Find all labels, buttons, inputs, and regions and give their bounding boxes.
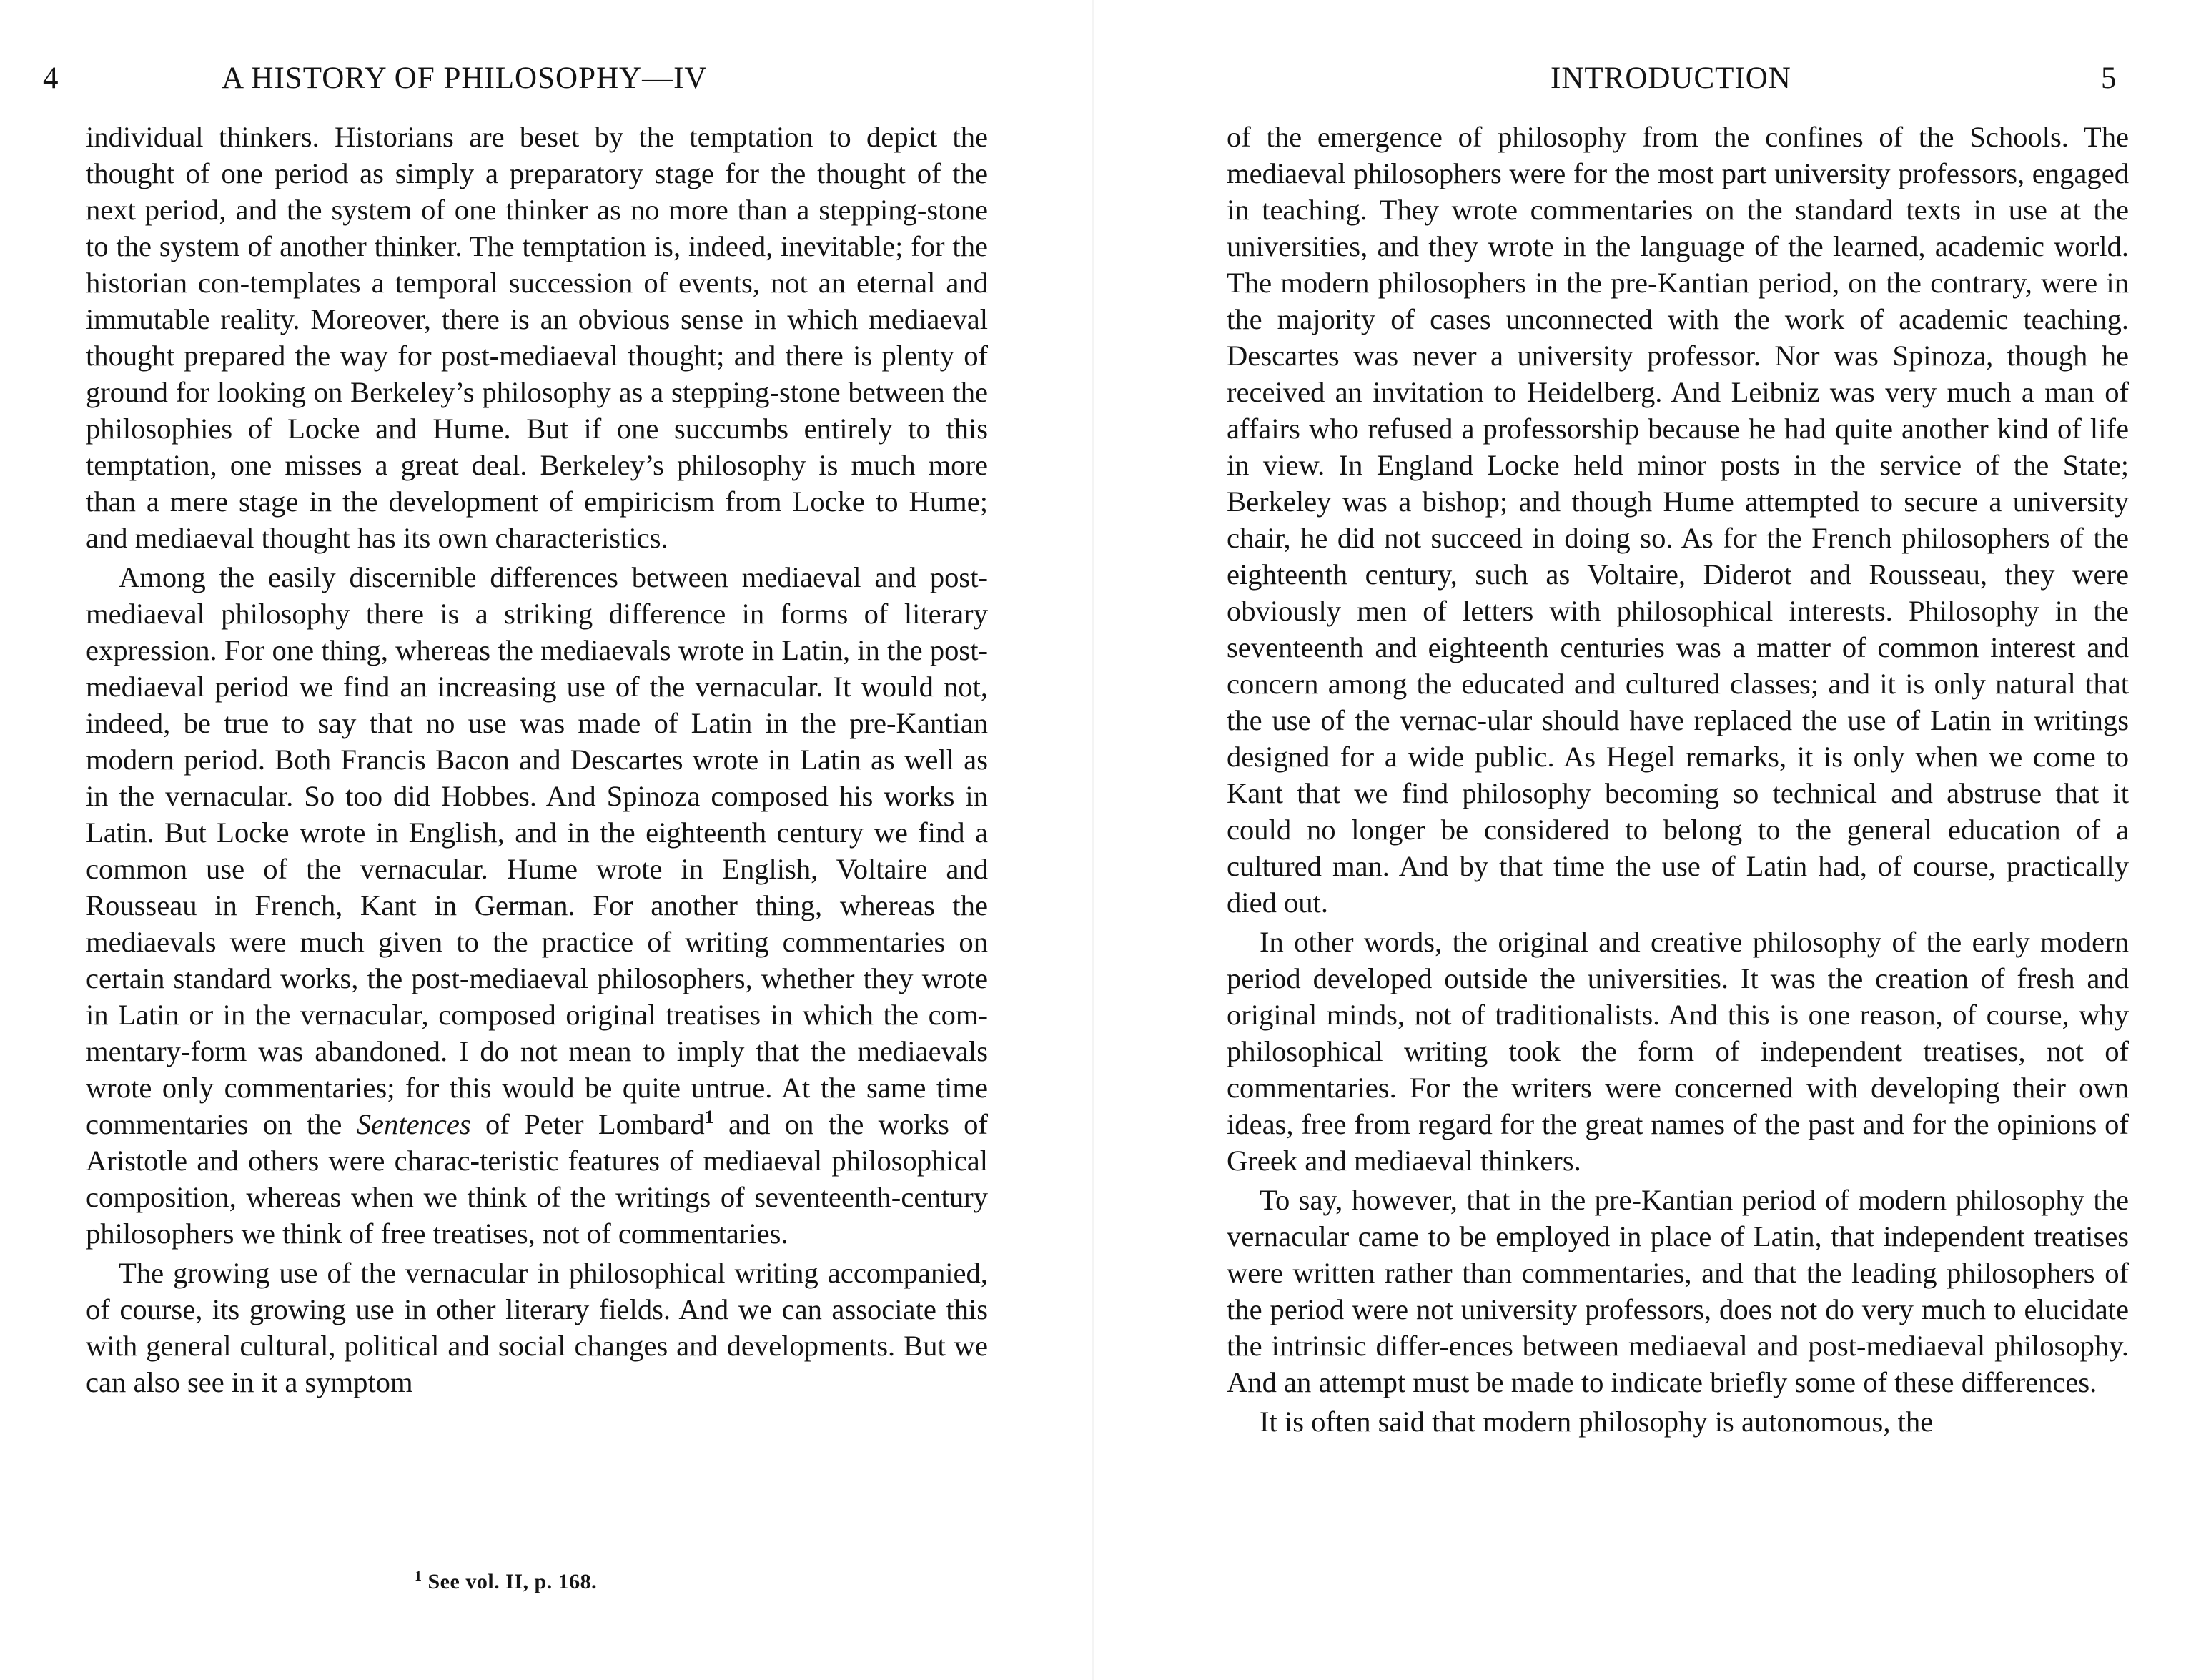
paragraph: It is often said that modern philosophy is autonomous, the bbox=[1260, 1405, 1934, 1438]
running-head: A HISTORY OF PHILOSOPHY—IV bbox=[222, 61, 708, 95]
paragraph: The growing use of the vernacular in philosophical writing accompanied, of course, its growing use in other literary fields. And we can associate this with general cultural, political and social changes and developments. But we can also see in it a symptom bbox=[86, 1257, 988, 1398]
footnote-reference[interactable]: 1 bbox=[704, 1107, 714, 1127]
paragraph: individual thinkers. Historians are beset by the temptation to depict the thought of one period as simply a preparatory stage for the thought of the next period, and the system of one thinker as no more than a stepping-stone to the system of another thinker. The temptation is, indeed, inevitable; for the historian con-templates a temporal succession of events, not an eternal and immutable reality. Moreover, there is an obvious sense in which mediaeval thought prepared the way for post-mediaeval thought; and there is plenty of ground for looking on Berkeley’s philosophy as a stepping-stone between the philosophies of Locke and Hume. But if one succumbs entirely to this temptation, one misses a great deal. Berkeley’s philosophy is much more than a mere stage in the development of empiricism from Locke to Hume; and mediaeval thought has its own characteristics. bbox=[86, 121, 988, 554]
page-number: 4 bbox=[43, 61, 59, 95]
paragraph bbox=[86, 559, 988, 1252]
body-text bbox=[86, 119, 988, 1403]
paragraph-text: of Peter Lombard bbox=[470, 1108, 705, 1140]
right-page bbox=[1093, 0, 2186, 1680]
paragraph-text: Among the easily discernible differences between mediaeval and post-mediaeval philosophy there is a striking difference in forms of literary expression. For one thing, whereas the mediaevals wrote in Latin, in the post-mediaeval period we find an increasing use of the vernacular. It would not, indeed, be true to say that no use was made of Latin in the pre-Kantian modern period. Both Francis Bacon and Descartes wrote in Latin as well as in the vernacular. So too did Hobbes. And Spinoza composed his works in Latin. But Locke wrote in English, and in the eighteenth century we find a common use of the vernacular. Hume wrote in English, Voltaire and Rousseau in French, Kant in German. For another thing, whereas the mediaevals were much given to the practice of writing commentaries on certain standard works, the post-mediaeval philosophers, whether they wrote in Latin or in the vernacular, composed original treatises in which the com-mentary-form was abandoned. I do not mean to imply that the mediaevals wrote only commentaries; for this would be quite untrue. At the same time commentaries on the bbox=[86, 561, 988, 1140]
paragraph: of the emergence of philosophy from the confines of the Schools. The mediaeval philosophers were for the most part university professors, engaged in teaching. They wrote commentaries on the standard texts in use at the universities, and they wrote in the language of the learned, academic world. The modern philosophers in the pre-Kantian period, on the contrary, were in the majority of cases unconnected with the work of academic teaching. Descartes was never a university professor. Nor was Spinoza, though he received an invitation to Heidelberg. And Leibniz was very much a man of affairs who refused a professorship because he had quite another kind of life in view. In England Locke held minor posts in the service of the State; Berkeley was a bishop; and though Hume attempted to secure a university chair, he did not succeed in doing so. As for the French philosophers of the eighteenth century, such as Voltaire, Diderot and Rousseau, they were obviously men of letters with philosophical interests. Philosophy in the seventeenth and eighteenth centuries was a matter of common interest and concern among the educated and cultured classes; and it is only natural that the use of the vernac-ular should have replaced the use of Latin in writings designed for a wide public. As Hegel remarks, it is only when we come to Kant that we find philosophy becoming so technical and abstruse that it could no longer be considered to belong to the general education of a cultured man. And by that time the use of Latin had, of course, practically died out. bbox=[1227, 121, 2129, 919]
italic-title: Sentences bbox=[356, 1108, 471, 1140]
paragraph: To say, however, that in the pre-Kantian period of modern philosophy the vernacular came to be employed in place of Latin, that independent treatises were written rather than commentaries, and that the leading philosophers of the period were not university professors, does not do very much to elucidate the intrinsic differ-ences between mediaeval and post-mediaeval philosophy. And an attempt must be made to indicate briefly some of these differences. bbox=[1227, 1184, 2129, 1398]
running-head: INTRODUCTION bbox=[1551, 61, 1791, 95]
footnote-text: See vol. II, p. 168. bbox=[422, 1570, 598, 1593]
footnote bbox=[415, 1570, 597, 1594]
page-number: 5 bbox=[2101, 61, 2117, 95]
paragraph-text: and on the works of Aristotle and others were charac-teristic features of mediaeval philosophical composition, whereas when we think of the writings of seventeenth-century philosophers we think of free treatises, not of commentaries. bbox=[86, 1108, 988, 1250]
paragraph: In other words, the original and creative philosophy of the early modern period developed outside the universities. It was the creation of fresh and original minds, not of traditionalists. And this is one reason, of course, why philosophical writing took the form of independent treatises, not of commentaries. For the writers were concerned with developing their own ideas, free from regard for the great names of the past and for the opinions of Greek and mediaeval thinkers. bbox=[1227, 926, 2129, 1177]
footnote-mark: 1 bbox=[415, 1568, 422, 1584]
body-text bbox=[1227, 119, 2129, 1443]
